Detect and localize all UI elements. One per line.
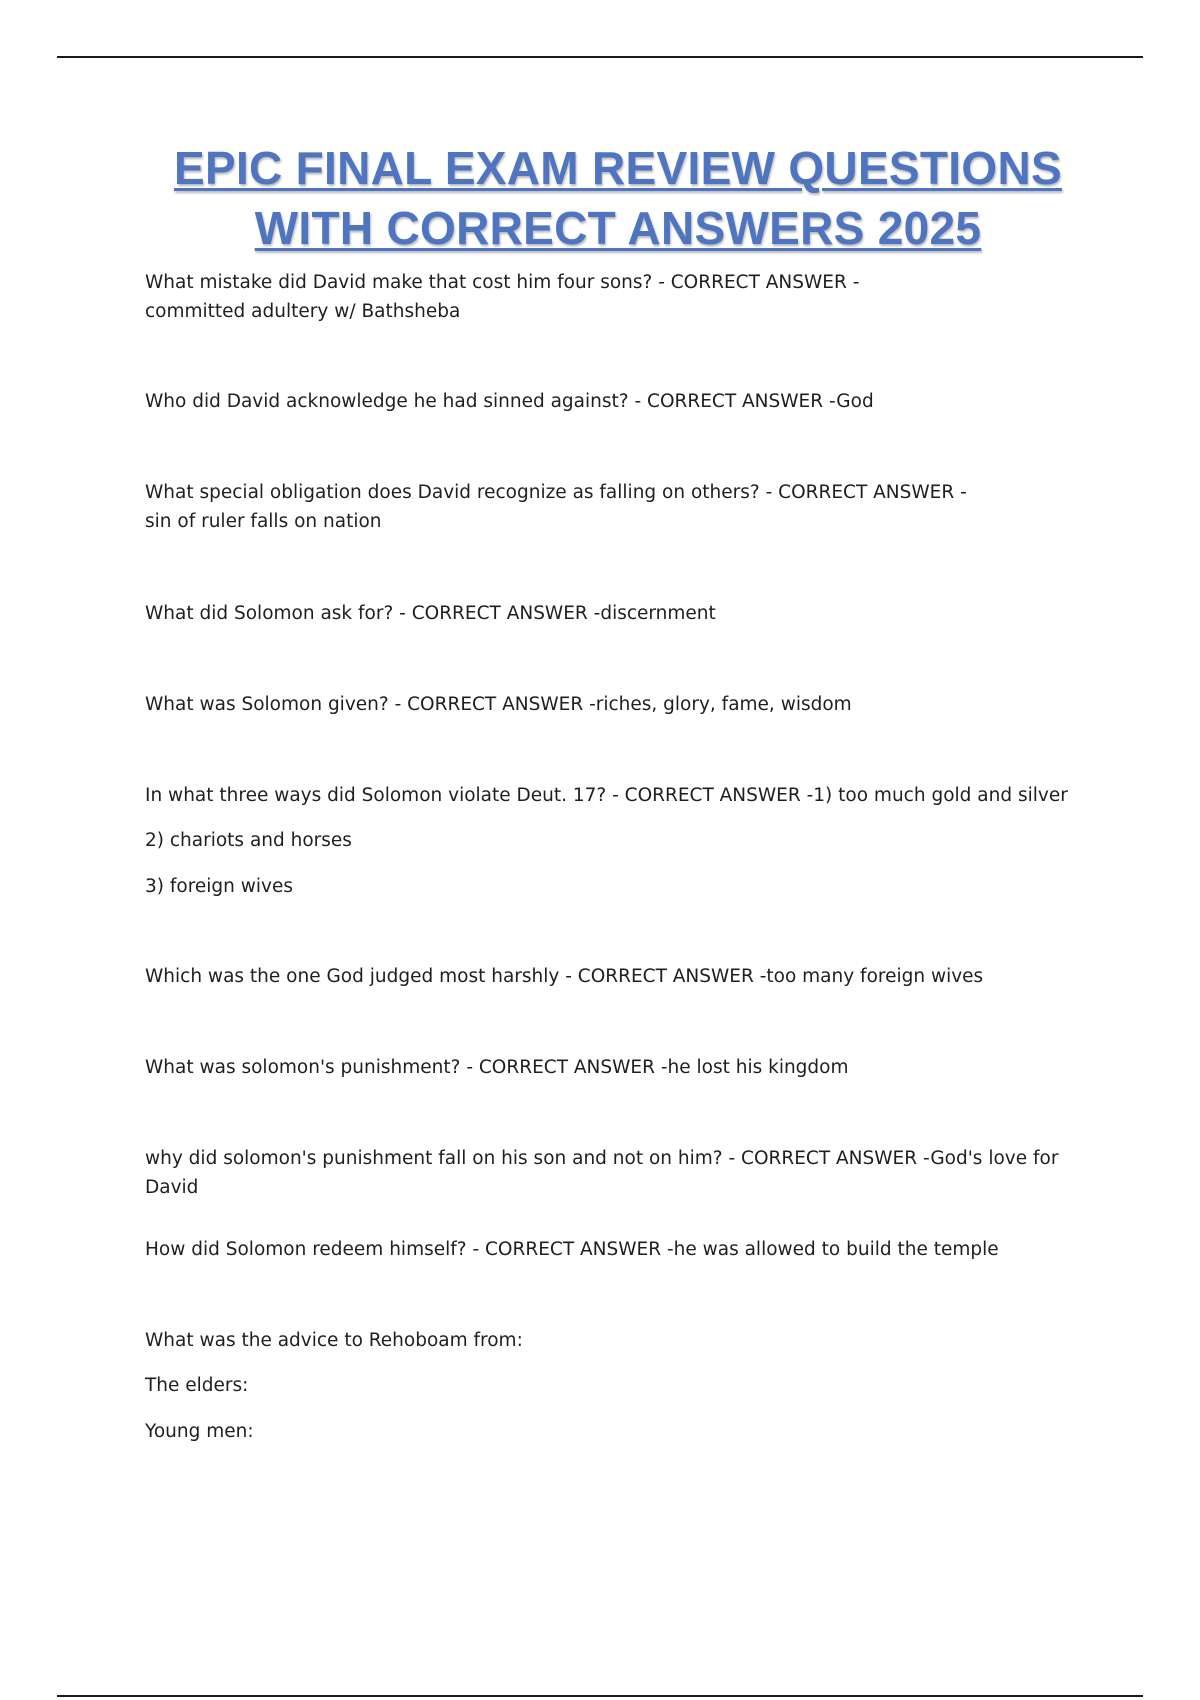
qa-question-line: Which was the one God judged most harshly - CORRECT ANSWER -too many foreign wives [145, 966, 984, 987]
qa-question-line: What was the advice to Rehoboam from: [145, 1330, 523, 1351]
qa-item [145, 1144, 1105, 1202]
qa-item [145, 1053, 1105, 1082]
qa-answer-line: Young men: [145, 1421, 254, 1442]
qa-question-line: What was Solomon given? - CORRECT ANSWER -riches, glory, fame, wisdom [145, 694, 852, 715]
qa-question-line: What did Solomon ask for? - CORRECT ANSWER -discernment [145, 603, 716, 624]
top-rule [57, 56, 1143, 58]
qa-item [145, 478, 1105, 536]
qa-answer-line: sin of ruler falls on nation [145, 511, 382, 532]
document-title [100, 138, 1136, 258]
qa-item [145, 387, 1105, 416]
qa-item [145, 962, 1105, 991]
qa-answer-line: The elders: [145, 1375, 249, 1396]
qa-item [145, 690, 1105, 719]
title-line-2: WITH CORRECT ANSWERS 2025 [254, 202, 982, 254]
title-line-1: EPIC FINAL EXAM REVIEW QUESTIONS [174, 142, 1062, 194]
qa-item [145, 599, 1105, 628]
qa-item [145, 1326, 1105, 1442]
qa-question-line: What was solomon's punishment? - CORRECT ANSWER -he lost his kingdom [145, 1057, 849, 1078]
qa-question-line: why did solomon's punishment fall on his son and not on him? - CORRECT ANSWER -God's love for David [145, 1148, 1059, 1198]
bottom-rule [57, 1695, 1143, 1697]
qa-item [145, 268, 1105, 326]
qa-question-line: How did Solomon redeem himself? - CORRECT ANSWER -he was allowed to build the temple [145, 1239, 999, 1260]
qa-answer-line: 3) foreign wives [145, 876, 294, 897]
qa-question-line: What mistake did David make that cost him four sons? - CORRECT ANSWER - [145, 272, 860, 293]
qa-question-line: What special obligation does David recognize as falling on others? - CORRECT ANSWER - [145, 482, 967, 503]
qa-answer-line: 2) chariots and horses [145, 830, 352, 851]
qa-item [145, 1235, 1105, 1264]
qa-question-line: Who did David acknowledge he had sinned against? - CORRECT ANSWER -God [145, 391, 874, 412]
qa-answer-line: committed adultery w/ Bathsheba [145, 301, 461, 322]
qa-item [145, 781, 1105, 897]
qa-question-line: In what three ways did Solomon violate Deut. 17? - CORRECT ANSWER -1) too much gold and silver [145, 785, 1068, 806]
